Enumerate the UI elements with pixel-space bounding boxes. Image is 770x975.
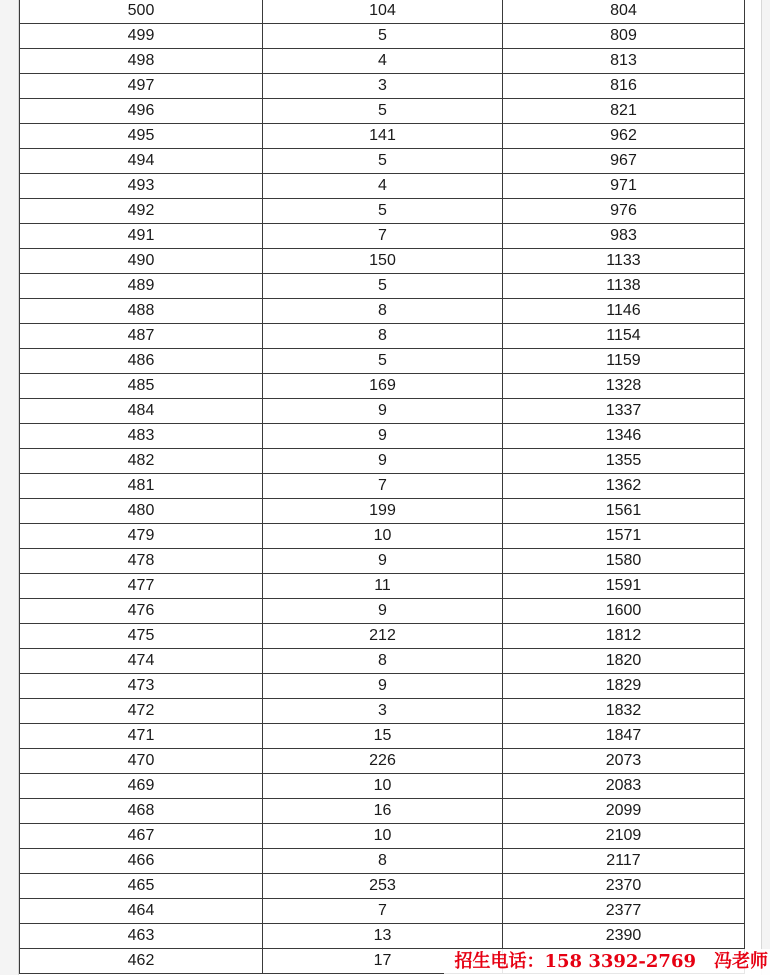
score-cell: 476 (20, 599, 263, 624)
count-cell: 9 (263, 399, 503, 424)
table-row (20, 499, 745, 524)
count-cell: 17 (263, 949, 503, 974)
count-cell: 8 (263, 649, 503, 674)
score-cell: 496 (20, 99, 263, 124)
score-cell: 478 (20, 549, 263, 574)
table-row (20, 849, 745, 874)
table-row (20, 374, 745, 399)
table-row (20, 0, 745, 24)
count-cell: 10 (263, 824, 503, 849)
table-row (20, 674, 745, 699)
count-cell: 10 (263, 524, 503, 549)
cumulative-cell: 2390 (503, 924, 745, 949)
cumulative-cell: 1561 (503, 499, 745, 524)
table-row (20, 199, 745, 224)
cumulative-cell: 1138 (503, 274, 745, 299)
table-row (20, 624, 745, 649)
cumulative-cell: 983 (503, 224, 745, 249)
cumulative-cell: 2370 (503, 874, 745, 899)
contact-teacher: 冯老师 (714, 951, 768, 972)
table-row (20, 699, 745, 724)
cumulative-cell: 1362 (503, 474, 745, 499)
score-distribution-table (19, 0, 745, 974)
cumulative-cell: 1847 (503, 724, 745, 749)
cumulative-cell: 1346 (503, 424, 745, 449)
count-cell: 15 (263, 724, 503, 749)
count-cell: 5 (263, 274, 503, 299)
cumulative-cell: 804 (503, 0, 745, 24)
score-cell: 486 (20, 349, 263, 374)
count-cell: 5 (263, 24, 503, 49)
table-row (20, 924, 745, 949)
table-row (20, 799, 745, 824)
table-row (20, 774, 745, 799)
score-cell: 495 (20, 124, 263, 149)
table-row (20, 599, 745, 624)
count-cell: 9 (263, 599, 503, 624)
score-cell: 500 (20, 0, 263, 24)
count-cell: 141 (263, 124, 503, 149)
count-cell: 3 (263, 699, 503, 724)
cumulative-cell: 2099 (503, 799, 745, 824)
cumulative-cell: 976 (503, 199, 745, 224)
table-body (20, 0, 745, 974)
count-cell: 253 (263, 874, 503, 899)
table-row (20, 549, 745, 574)
score-cell: 489 (20, 274, 263, 299)
cumulative-cell: 2109 (503, 824, 745, 849)
count-cell: 16 (263, 799, 503, 824)
table-row (20, 99, 745, 124)
count-cell: 150 (263, 249, 503, 274)
score-cell: 464 (20, 899, 263, 924)
table-row (20, 124, 745, 149)
table-row (20, 424, 745, 449)
score-cell: 484 (20, 399, 263, 424)
cumulative-cell: 2073 (503, 749, 745, 774)
cumulative-cell: 1600 (503, 599, 745, 624)
score-cell: 499 (20, 24, 263, 49)
cumulative-cell: 2083 (503, 774, 745, 799)
score-cell: 485 (20, 374, 263, 399)
count-cell: 9 (263, 449, 503, 474)
count-cell: 11 (263, 574, 503, 599)
cumulative-cell: 971 (503, 174, 745, 199)
cumulative-cell: 1133 (503, 249, 745, 274)
table-row (20, 874, 745, 899)
score-cell: 498 (20, 49, 263, 74)
cumulative-cell: 2377 (503, 899, 745, 924)
count-cell: 5 (263, 199, 503, 224)
table-row (20, 24, 745, 49)
table-row (20, 324, 745, 349)
table-row (20, 574, 745, 599)
count-cell: 104 (263, 0, 503, 24)
document-sheet (18, 0, 762, 975)
score-cell: 477 (20, 574, 263, 599)
table-row (20, 399, 745, 424)
cumulative-cell: 809 (503, 24, 745, 49)
table-row (20, 649, 745, 674)
count-cell: 5 (263, 99, 503, 124)
score-cell: 490 (20, 249, 263, 274)
count-cell: 7 (263, 224, 503, 249)
score-cell: 481 (20, 474, 263, 499)
cumulative-cell: 1812 (503, 624, 745, 649)
table-row (20, 149, 745, 174)
score-cell: 465 (20, 874, 263, 899)
cumulative-cell: 1355 (503, 449, 745, 474)
count-cell: 7 (263, 899, 503, 924)
count-cell: 9 (263, 549, 503, 574)
table-row (20, 224, 745, 249)
score-cell: 493 (20, 174, 263, 199)
table-row (20, 49, 745, 74)
table-row (20, 749, 745, 774)
score-cell: 469 (20, 774, 263, 799)
table-row (20, 299, 745, 324)
cumulative-cell: 1820 (503, 649, 745, 674)
score-cell: 494 (20, 149, 263, 174)
table-row (20, 274, 745, 299)
cumulative-cell: 816 (503, 74, 745, 99)
count-cell: 169 (263, 374, 503, 399)
cumulative-cell: 2117 (503, 849, 745, 874)
cumulative-cell: 813 (503, 49, 745, 74)
count-cell: 5 (263, 149, 503, 174)
cumulative-cell: 1328 (503, 374, 745, 399)
cumulative-cell: 1832 (503, 699, 745, 724)
cumulative-cell: 1580 (503, 549, 745, 574)
cumulative-cell: 1591 (503, 574, 745, 599)
score-cell: 475 (20, 624, 263, 649)
count-cell: 199 (263, 499, 503, 524)
score-cell: 472 (20, 699, 263, 724)
cumulative-cell: 1146 (503, 299, 745, 324)
count-cell: 7 (263, 474, 503, 499)
score-cell: 497 (20, 74, 263, 99)
table-row (20, 449, 745, 474)
score-cell: 470 (20, 749, 263, 774)
table-row (20, 249, 745, 274)
cumulative-cell: 1829 (503, 674, 745, 699)
score-cell: 491 (20, 224, 263, 249)
score-cell: 468 (20, 799, 263, 824)
cumulative-cell: 1337 (503, 399, 745, 424)
score-cell: 462 (20, 949, 263, 974)
count-cell: 4 (263, 174, 503, 199)
score-cell: 483 (20, 424, 263, 449)
score-cell: 479 (20, 524, 263, 549)
count-cell: 226 (263, 749, 503, 774)
score-cell: 467 (20, 824, 263, 849)
table-row (20, 899, 745, 924)
count-cell: 9 (263, 674, 503, 699)
score-cell: 473 (20, 674, 263, 699)
count-cell: 8 (263, 324, 503, 349)
count-cell: 3 (263, 74, 503, 99)
count-cell: 9 (263, 424, 503, 449)
contact-banner (444, 949, 770, 975)
table-row (20, 524, 745, 549)
table-row (20, 724, 745, 749)
score-cell: 487 (20, 324, 263, 349)
count-cell: 13 (263, 924, 503, 949)
cumulative-cell: 967 (503, 149, 745, 174)
count-cell: 5 (263, 349, 503, 374)
score-cell: 466 (20, 849, 263, 874)
count-cell: 8 (263, 849, 503, 874)
score-cell: 474 (20, 649, 263, 674)
score-cell: 480 (20, 499, 263, 524)
cumulative-cell: 962 (503, 124, 745, 149)
table-row (20, 174, 745, 199)
table-row (20, 349, 745, 374)
count-cell: 4 (263, 49, 503, 74)
cumulative-cell: 1154 (503, 324, 745, 349)
table-row (20, 474, 745, 499)
contact-label: 招生电话： (454, 951, 545, 972)
score-cell: 463 (20, 924, 263, 949)
count-cell: 8 (263, 299, 503, 324)
score-cell: 488 (20, 299, 263, 324)
cumulative-cell: 821 (503, 99, 745, 124)
score-cell: 482 (20, 449, 263, 474)
score-cell: 471 (20, 724, 263, 749)
score-cell: 492 (20, 199, 263, 224)
table-row (20, 74, 745, 99)
count-cell: 10 (263, 774, 503, 799)
contact-phone: 158 3392-2769 (544, 951, 696, 972)
table-row (20, 824, 745, 849)
cumulative-cell: 1159 (503, 349, 745, 374)
cumulative-cell: 1571 (503, 524, 745, 549)
count-cell: 212 (263, 624, 503, 649)
